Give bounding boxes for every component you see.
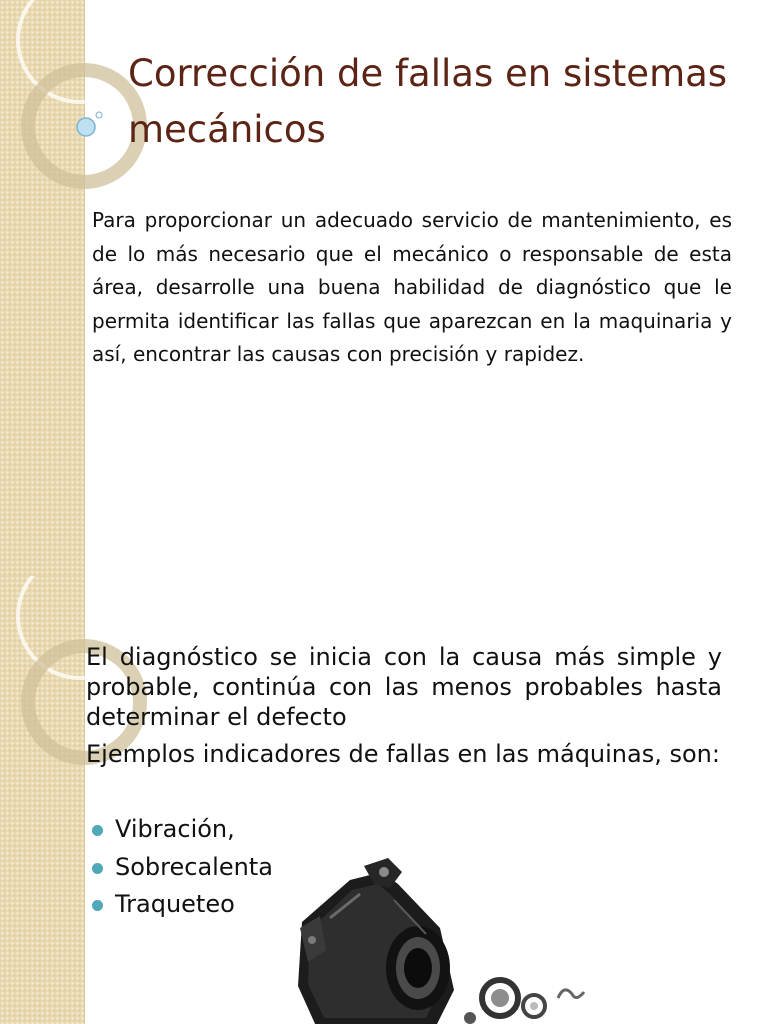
slide-title: Corrección de fallas en sistemas mecánicos [128,52,728,151]
list-item: Sobrecalenta [86,849,722,887]
gearbox-housing-image [290,858,620,1024]
examples-paragraph: Ejemplos indicadores de fallas en las máquinas, son: [86,740,720,768]
list-item: Vibración, [86,811,722,849]
list-item: Traqueteo [86,886,722,924]
intro-paragraph: Para proporcionar un adecuado servicio de mantenimiento, es de lo más necesario que el mecánico o responsable de esta área, desarrolle una buena habilidad de diagnóstico que le permita identificar las fallas que aparezcan en la maquinaria y así, encontrar las causas con precisión y rapidez. [92,208,732,367]
diagnosis-paragraph: El diagnóstico se inicia con la causa más simple y probable, continúa con las menos probables hasta determinar el defecto [86,643,722,731]
slide-2 [0,576,768,1024]
